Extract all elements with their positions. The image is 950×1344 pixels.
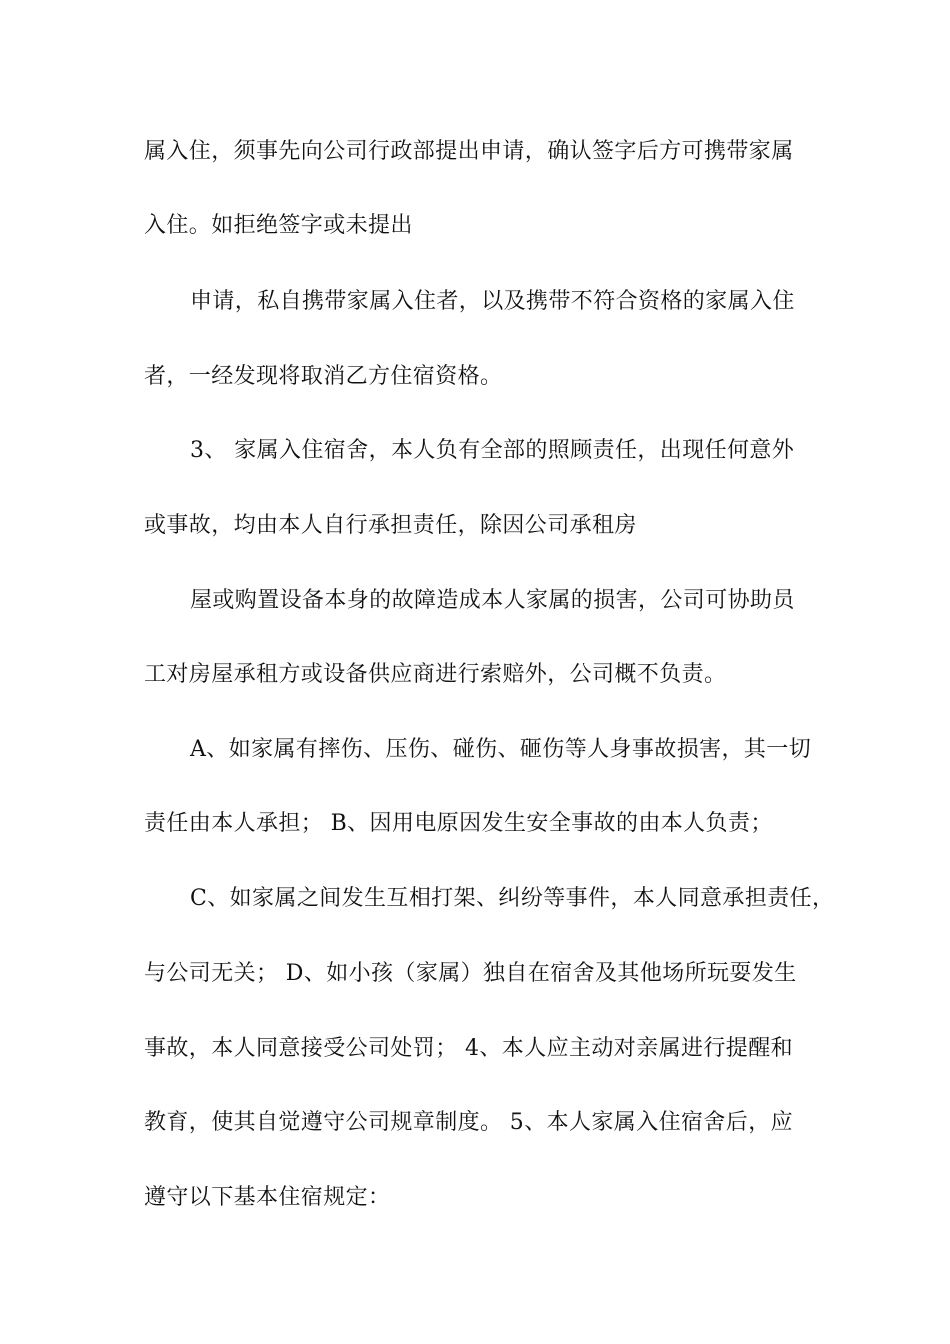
text-line-10: 责任由本人承担； B、因用电原因发生安全事故的由本人负责；	[144, 811, 773, 836]
text-line-12: 与公司无关； D、如小孩（家属）独自在宿舍及其他场所玩耍发生	[144, 961, 797, 986]
text-line-9: A、如家属有摔伤、压伤、碰伤、砸伤等人身事故损害，其一切	[190, 737, 812, 762]
text-line-5: 3、 家属入住宿舍，本人负有全部的照顾责任，出现任何意外	[190, 438, 795, 463]
text-line-3: 申请，私自携带家属入住者，以及携带不符合资格的家属入住	[190, 289, 795, 314]
text-line-7: 屋或购置设备本身的故障造成本人家属的损害，公司可协助员	[190, 588, 795, 613]
text-line-8: 工对房屋承租方或设备供应商进行索赔外，公司概不负责。	[144, 662, 727, 687]
text-line-15: 遵守以下基本住宿规定：	[144, 1185, 391, 1210]
text-line-11: C、如家属之间发生互相打架、纠纷等事件，本人同意承担责任，	[190, 886, 835, 911]
text-line-4: 者，一经发现将取消乙方住宿资格。	[144, 364, 503, 389]
text-line-14: 教育，使其自觉遵守公司规章制度。 5、本人家属入住宿舍后，应	[144, 1110, 793, 1135]
text-line-2: 入住。如拒绝签字或未提出	[144, 213, 413, 238]
text-line-13: 事故，本人同意接受公司处罚； 4、本人应主动对亲属进行提醒和	[144, 1036, 793, 1061]
text-line-1: 属入住，须事先向公司行政部提出申请，确认签字后方可携带家属	[144, 139, 794, 164]
text-line-6: 或事故，均由本人自行承担责任，除因公司承租房	[144, 513, 637, 538]
